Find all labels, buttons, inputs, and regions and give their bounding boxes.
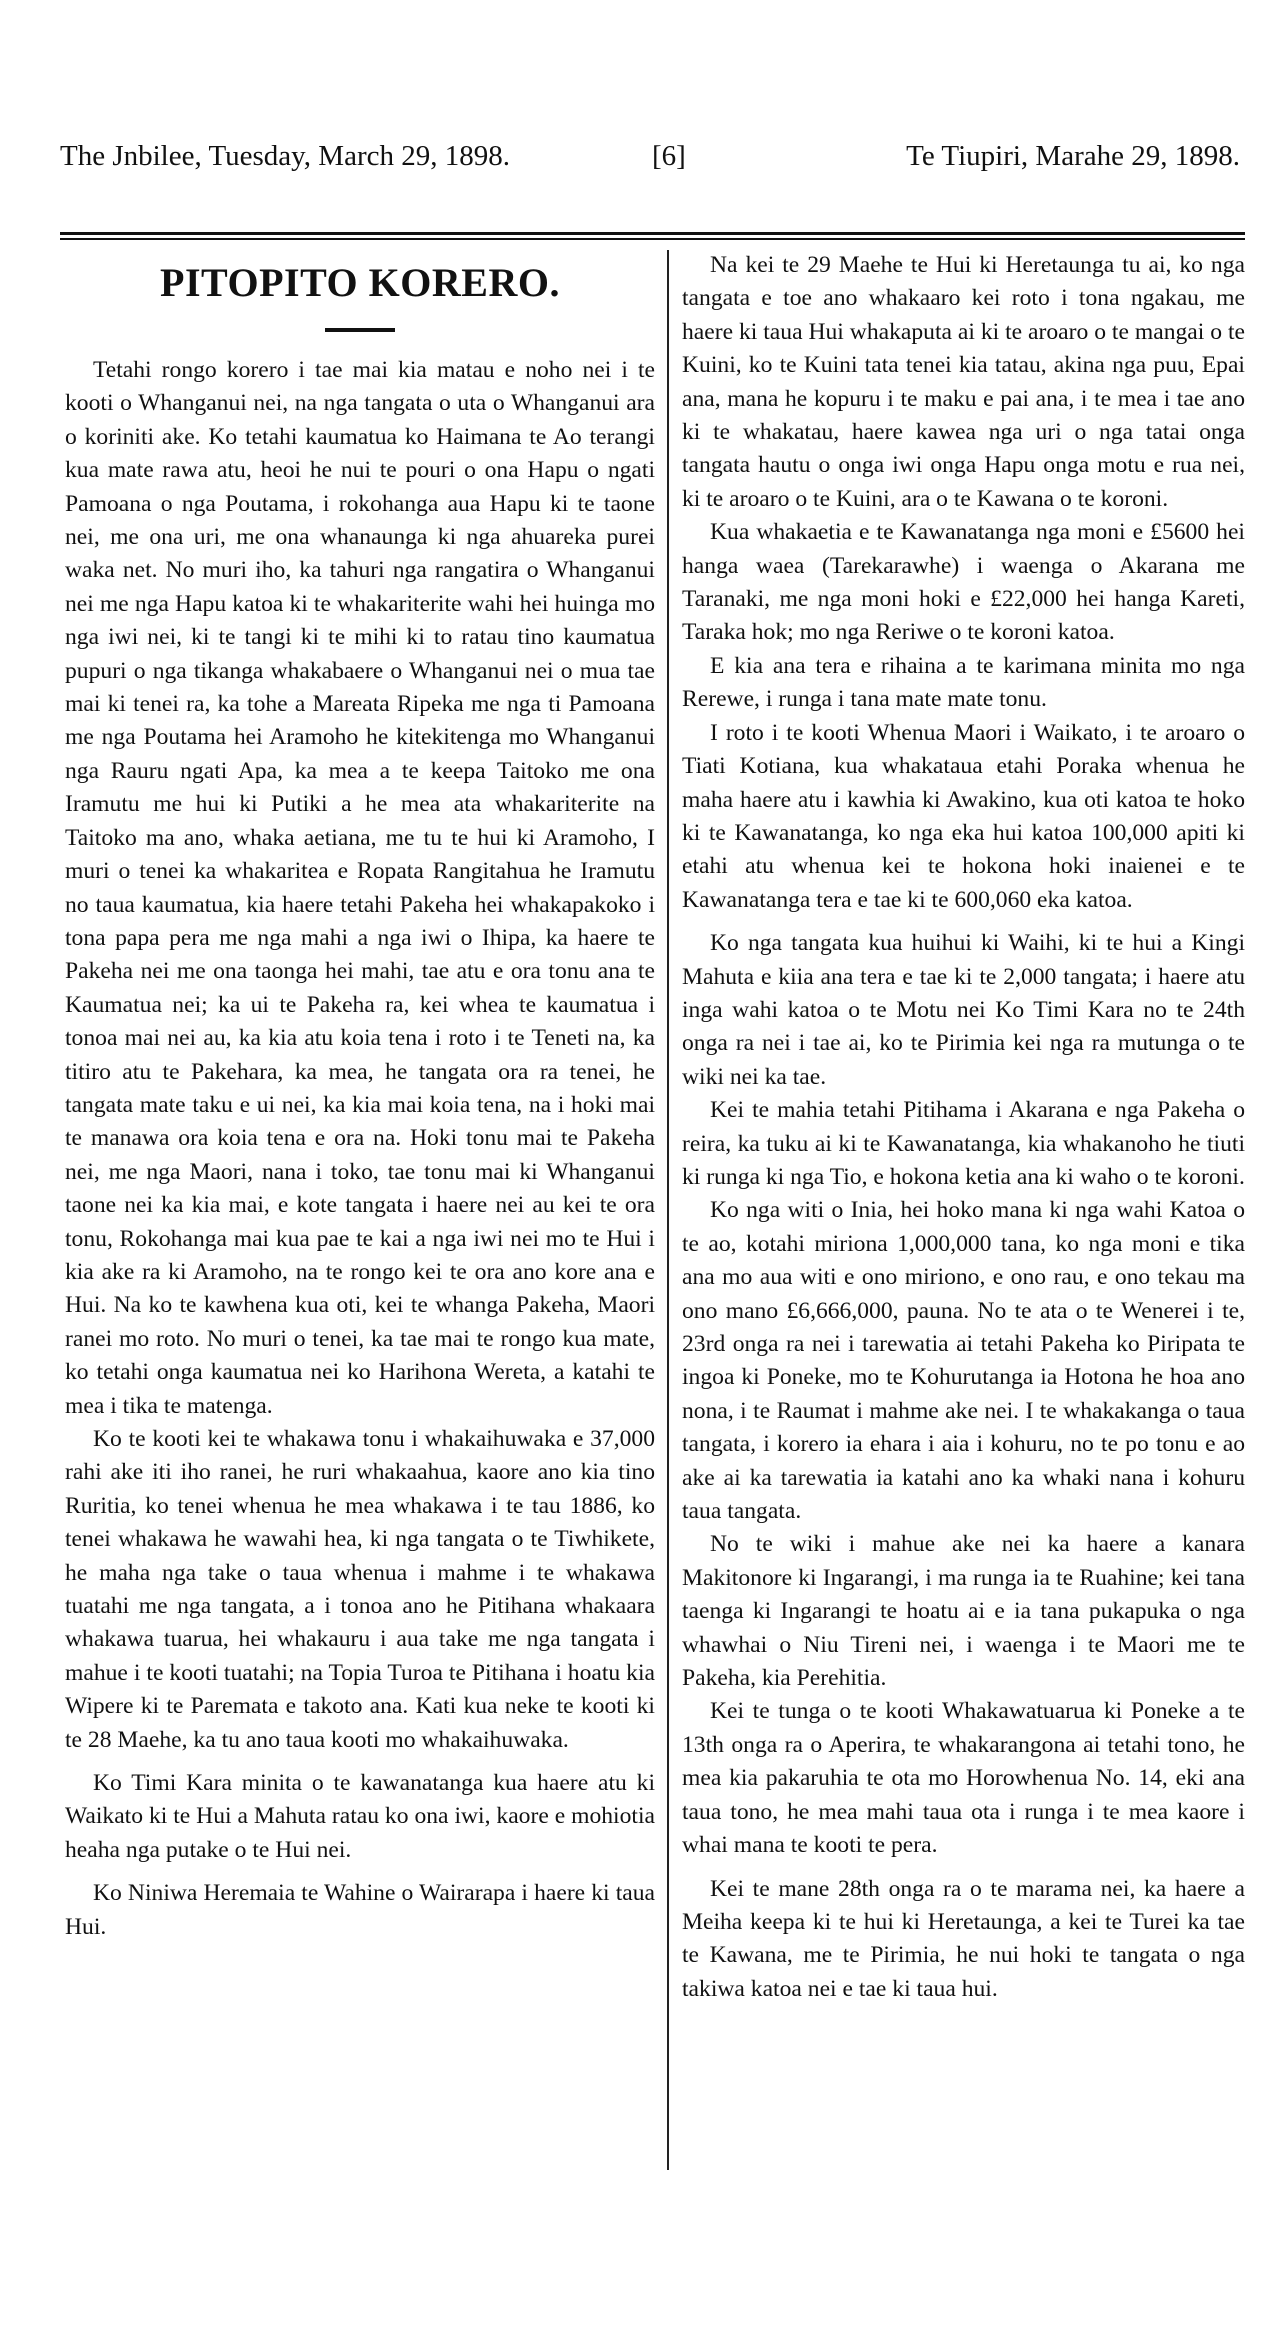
article-paragraph: Na kei te 29 Maehe te Hui ki Heretaunga tu ai, ko nga tangata e toe ano whakaaro kei roto i tona ngakau, me haere ki taua Hui whakaputa ai ki te aroaro o te mangai o te Kuini, ko te Kuini tata tenei kia tatau, akina nga puu, Epai ana, mana he kopuru i te maku e pai ana, i te mea i tae ano ki te whakatau, haere kawea nga uri o nga tatai onga tangata hautu o onga iwi onga Hapu onga motu e rua nei, ki te aroaro o te Kuini, ara o te Kawana o te koroni. xyxy=(682,252,1245,512)
article-paragraph: Ko te kooti kei te whakawa tonu i whakaihuwaka e 37,000 rahi ake iti iho ranei, he ruri whakaahua, kaore ano kia tino Ruritia, ko tenei whenua he mea whakawa i te tau 1886, ko tenei whakawa he wawahi hea, ki nga tangata o te Tiwhikete, he maha nga take o taua whenua i mahme i te whakawa tuatahi me nga tangata, a i tonoa ano he Pitihana whakaara whakawa tuarua, hei whakauru i aua take me nga tangata i mahue i te kooti tuatahi; na Topia Turoa te Pitihana i hoatu kia Wipere ki te Paremata e takoto ana. Kati kua neke te kooti ki te 28 Maehe, ka tu ano taua kooti mo whakaihuwaka. xyxy=(65,1426,655,1753)
article-paragraph: Kei te tunga o te kooti Whakawatuarua ki Poneke a te 13th onga ra o Aperira, te whakarangona ai tetahi tono, he mea kia pakaruhia te ota mo Horowhenua No. 14, eki ana taua tono, he mea mahi taua ota i runga i te mea kaore i whai mana te kooti te pera. xyxy=(682,1698,1245,1859)
header-rule-thick xyxy=(60,232,1245,235)
masthead-english: The Jnbilee, Tuesday, March 29, 1898. xyxy=(60,140,510,172)
title-rule xyxy=(325,328,395,332)
article-paragraph: No te wiki i mahue ake nei ka haere a kanara Makitonore ki Ingarangi, i ma runga ia te Ruahine; kei tana taenga ki Ingarangi te hoatu ai e ia tana pukapuka o nga whawhai o Niu Tireni nei, i waenga i te Maori me te Pakeha, kia Perehitia. xyxy=(682,1531,1245,1692)
article-paragraph: Ko Niniwa Heremaia te Wahine o Wairarapa i haere ki taua Hui. xyxy=(65,1880,655,1940)
article-paragraph: Ko nga witi o Inia, hei hoko mana ki nga wahi Katoa o te ao, kotahi miriona 1,000,000 tana, ko nga moni e tika ana mo aua witi e ono miriono, e ono rau, e ono tekau ma ono mano £6,666,000, pauna. No te ata o te Wenerei i te, 23rd onga ra nei i tarewatia ai tetahi Pakeha ko Piripata te ingoa ki Poneke, mo te Kohurutanga ia Hotona he hoa ano nona, i te Raumat i mahme ake nei. I te whakakanga o taua tangata, i korero ia ehara i aia i kohuru, no te po tonu e ao ake ai ka tarewatia ia katahi ano ka whaki nana i kohuru taua tangata. xyxy=(682,1197,1245,1525)
section-title: PITOPITO KORERO. xyxy=(160,260,560,305)
article-paragraph: I roto i te kooti Whenua Maori i Waikato, i te aroaro o Tiati Kotiana, kua whakataua etahi Poraka whenua he maha haere atu i kawhia ki Awakino, kua oti katoa te hoko ki te Kawanatanga, ko nga eka hui katoa 100,000 apiti ki etahi atu whenua kei te hokona hoki inaienei e te Kawanatanga tera e tae ki te 600,060 eka katoa. xyxy=(682,719,1245,913)
column-divider xyxy=(667,250,669,2170)
article-paragraph: Kua whakaetia e te Kawanatanga nga moni e £5600 hei hanga waea (Tarekarawhe) i waenga o Akarana me Taranaki, me nga moni hoki e £22,000 hei hanga Kareti, Taraka hok; mo nga Reriwe o te koroni katoa. xyxy=(682,519,1245,646)
page-header xyxy=(0,140,1280,190)
right-column xyxy=(682,249,1245,2006)
article-paragraph: Ko nga tangata kua huihui ki Waihi, ki te hui a Kingi Mahuta e kiia ana tera e tae ki te 2,000 tangata; i haere atu inga wahi katoa o te Motu nei Ko Timi Kara no te 24th onga ra nei i tae ai, ko te Pirimia kei nga ra mutunga o te wiki nei ka tae. xyxy=(682,930,1245,1090)
page-number: [6] xyxy=(652,140,686,172)
article-paragraph: Ko Timi Kara minita o te kawanatanga kua haere atu ki Waikato ki te Hui a Mahuta ratau ko ona iwi, kaore e mohiotia heaha nga putake o te Hui nei. xyxy=(65,1770,655,1863)
article-paragraph: Kei te mane 28th onga ra o te marama nei, ka haere a Meiha keepa ki te hui ki Heretaunga, a kei te Turei ka tae te Kawana, me te Pirimia, he nui hoki te tangata o nga takiwa katoa nei e tae ki taua hui. xyxy=(682,1875,1245,2002)
left-column xyxy=(65,255,655,1944)
article-paragraph: Kei te mahia tetahi Pitihama i Akarana e nga Pakeha o reira, ka tuku ai ki te Kawanatanga, kia whakanoho he tiuti ki runga ki nga Tio, e hokona ketia ana ki waho o te koroni. xyxy=(682,1097,1245,1190)
masthead-maori: Te Tiupiri, Marahe 29, 1898. xyxy=(906,140,1240,172)
header-rule-thin xyxy=(60,238,1245,240)
article-paragraph: E kia ana tera e rihaina a te karimana minita mo nga Rerewe, i runga i tana mate mate tonu. xyxy=(682,652,1245,713)
article-paragraph: Tetahi rongo korero i tae mai kia matau e noho nei i te kooti o Whanganui nei, na nga tangata o uta o Whanganui ara o koriniti ake. Ko tetahi kaumatua ko Haimana te Ao terangi kua mate rawa atu, heoi he nui te pouri o ona Hapu o ngati Pamoana o nga Poutama, i rokohanga aua Hapu ki te taone nei, me ona uri, me ona whanaunga ki nga ahuareka purei waka net. No muri iho, ka tahuri nga rangatira o Whanganui nei me nga Hapu katoa ki te whakariterite wahi hei huinga mo nga iwi nei, ki te tangi ki te mihi ki to ratau tino kaumatua pupuri o nga tikanga whakabaere o Whanganui nei o mua tae mai ki tenei ra, ka tohe a Mareata Ripeka me nga ti Pamoana me nga Poutama hei Aramoho he kitekitenga mo Whanganui nga Rauru ngati Apa, ka mea a te keepa Taitoko me ona Iramutu me hui ki Putiki a he mea ata whakariterite na Taitoko ma ano, whaka aetiana, me tu te hui ki Aramoho, I muri o tenei ka whakaritea e Ropata Rangitahua he Iramutu no taua kaumatua, kia haere tetahi Pakeha hei whakapakoko i tona papa pera me nga mahi a nga iwi o Ihipa, ka haere te Pakeha nei me ona taonga hei mahi, tae atu e ora tonu ana te Kaumatua nei; ka ui te Pakeha ra, kei whea te kaumatua i tonoa mai nei au, ka kia atu koia tena i roto i te Teneti na, ka titiro atu te Pakehara, ka mea, he tangata ora ra tenei, he tangata mate taku e ui nei, ka kia mai koia tena, na i hoki mai te manawa ora koia tena e ora na. Hoki tonu mai te Pakeha nei, me nga Maori, nana i toko, tae tonu mai ki Whanganui taone nei ka kia mai, e kote tangata i haere nei au kei te ora tonu, Rokohanga mai kua pae te kai a nga iwi nei mo te Hui i kia ake ra ki Aramoho, na te rongo kei te ora ano kore ana e Hui. Na ko te kawhena kua oti, kei te whanga Pakeha, Maori ranei mo roto. No muri o tenei, ka tae mai te rongo kua mate, ko tetahi onga kaumatua nei ko Harihona Wereta, a katahi te mea i tika te matenga. xyxy=(65,357,655,1419)
